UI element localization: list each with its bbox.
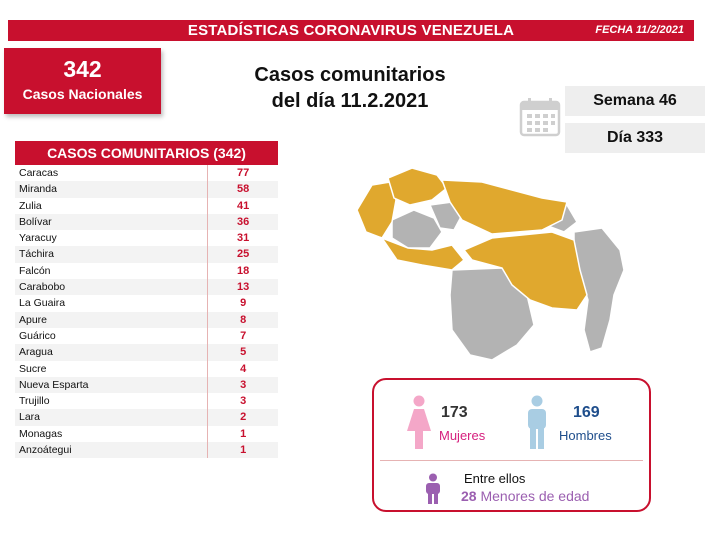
table-row bbox=[15, 230, 278, 246]
state-name: Anzoátegui bbox=[19, 444, 72, 457]
table-row bbox=[15, 344, 278, 360]
table-row bbox=[15, 393, 278, 409]
header-title: ESTADÍSTICAS CORONAVIRUS VENEZUELA bbox=[187, 22, 515, 39]
men-count: 169 bbox=[573, 404, 600, 421]
state-name: Caracas bbox=[19, 167, 59, 179]
state-cases: 36 bbox=[207, 214, 278, 230]
table-row bbox=[15, 214, 278, 230]
state-name: Yaracuy bbox=[19, 232, 57, 245]
state-cases: 77 bbox=[207, 165, 278, 181]
minors-label: Menores de edad bbox=[480, 488, 590, 504]
state-name: Zulia bbox=[19, 199, 42, 212]
child-icon bbox=[424, 473, 442, 504]
page-title-line2: del día 11.2.2021 bbox=[271, 90, 429, 112]
table-row bbox=[15, 312, 278, 328]
state-name: Trujillo bbox=[19, 395, 50, 408]
national-cases-box bbox=[4, 48, 161, 114]
map-region-zulia bbox=[357, 182, 396, 238]
state-cases: 25 bbox=[207, 246, 278, 262]
table-row bbox=[15, 263, 278, 279]
state-cases: 3 bbox=[207, 377, 278, 393]
state-name: Nueva Esparta bbox=[19, 378, 89, 391]
state-cases: 13 bbox=[207, 279, 278, 295]
minors-intro: Entre ellos bbox=[464, 471, 526, 486]
male-icon bbox=[525, 395, 549, 449]
week-label: Semana 46 bbox=[565, 86, 705, 116]
state-cases: 5 bbox=[207, 344, 278, 360]
table-row bbox=[15, 377, 278, 393]
state-name: Aragua bbox=[19, 346, 53, 359]
table-row bbox=[15, 426, 278, 442]
state-name: Falcón bbox=[19, 264, 51, 277]
table-row bbox=[15, 442, 278, 458]
table-row bbox=[15, 279, 278, 295]
state-cases: 18 bbox=[207, 263, 278, 279]
table-row bbox=[15, 361, 278, 377]
table-row bbox=[15, 198, 278, 214]
map-region-center bbox=[442, 180, 567, 234]
state-name: Miranda bbox=[19, 183, 57, 196]
state-cases: 9 bbox=[207, 295, 278, 311]
state-cases: 4 bbox=[207, 361, 278, 377]
table-row bbox=[15, 328, 278, 344]
state-cases: 7 bbox=[207, 328, 278, 344]
women-label: Mujeres bbox=[439, 428, 486, 443]
cases-table-body bbox=[15, 165, 278, 458]
page-title bbox=[240, 62, 460, 114]
table-row bbox=[15, 246, 278, 262]
state-name: Apure bbox=[19, 313, 48, 326]
demographics-panel bbox=[372, 378, 651, 512]
minors-line bbox=[461, 488, 589, 504]
state-cases: 41 bbox=[207, 198, 278, 214]
state-cases: 1 bbox=[207, 426, 278, 442]
table-row bbox=[15, 295, 278, 311]
state-cases: 8 bbox=[207, 312, 278, 328]
state-name: Táchira bbox=[19, 248, 55, 261]
state-name: La Guaira bbox=[19, 297, 66, 310]
cases-table bbox=[15, 141, 278, 458]
state-name: Guárico bbox=[19, 329, 56, 342]
divider bbox=[380, 460, 643, 461]
header-bar bbox=[8, 20, 694, 41]
header-date: FECHA 11/2/2021 bbox=[595, 24, 684, 36]
page-title-line1: Casos comunitarios bbox=[254, 64, 446, 86]
national-cases-label: Casos Nacionales bbox=[22, 86, 143, 102]
state-cases: 3 bbox=[207, 393, 278, 409]
state-name: Lara bbox=[19, 411, 41, 424]
state-name: Monagas bbox=[19, 427, 63, 440]
table-row bbox=[15, 165, 278, 181]
national-cases-number: 342 bbox=[63, 56, 102, 82]
men-label: Hombres bbox=[559, 428, 612, 443]
state-cases: 58 bbox=[207, 181, 278, 197]
female-icon bbox=[406, 395, 432, 449]
calendar-icon bbox=[519, 97, 561, 142]
minors-count: 28 bbox=[461, 488, 477, 504]
state-name: Sucre bbox=[19, 362, 47, 375]
state-name: Carabobo bbox=[19, 281, 66, 294]
venezuela-map bbox=[352, 160, 632, 370]
state-cases: 1 bbox=[207, 442, 278, 458]
state-cases: 2 bbox=[207, 409, 278, 425]
women-count: 173 bbox=[441, 404, 468, 421]
cases-table-header: CASOS COMUNITARIOS (342) bbox=[15, 141, 278, 165]
table-row bbox=[15, 409, 278, 425]
state-name: Bolívar bbox=[19, 215, 52, 228]
state-cases: 31 bbox=[207, 230, 278, 246]
map-region-falcon bbox=[388, 168, 447, 205]
day-label: Día 333 bbox=[565, 123, 705, 153]
table-row bbox=[15, 181, 278, 197]
